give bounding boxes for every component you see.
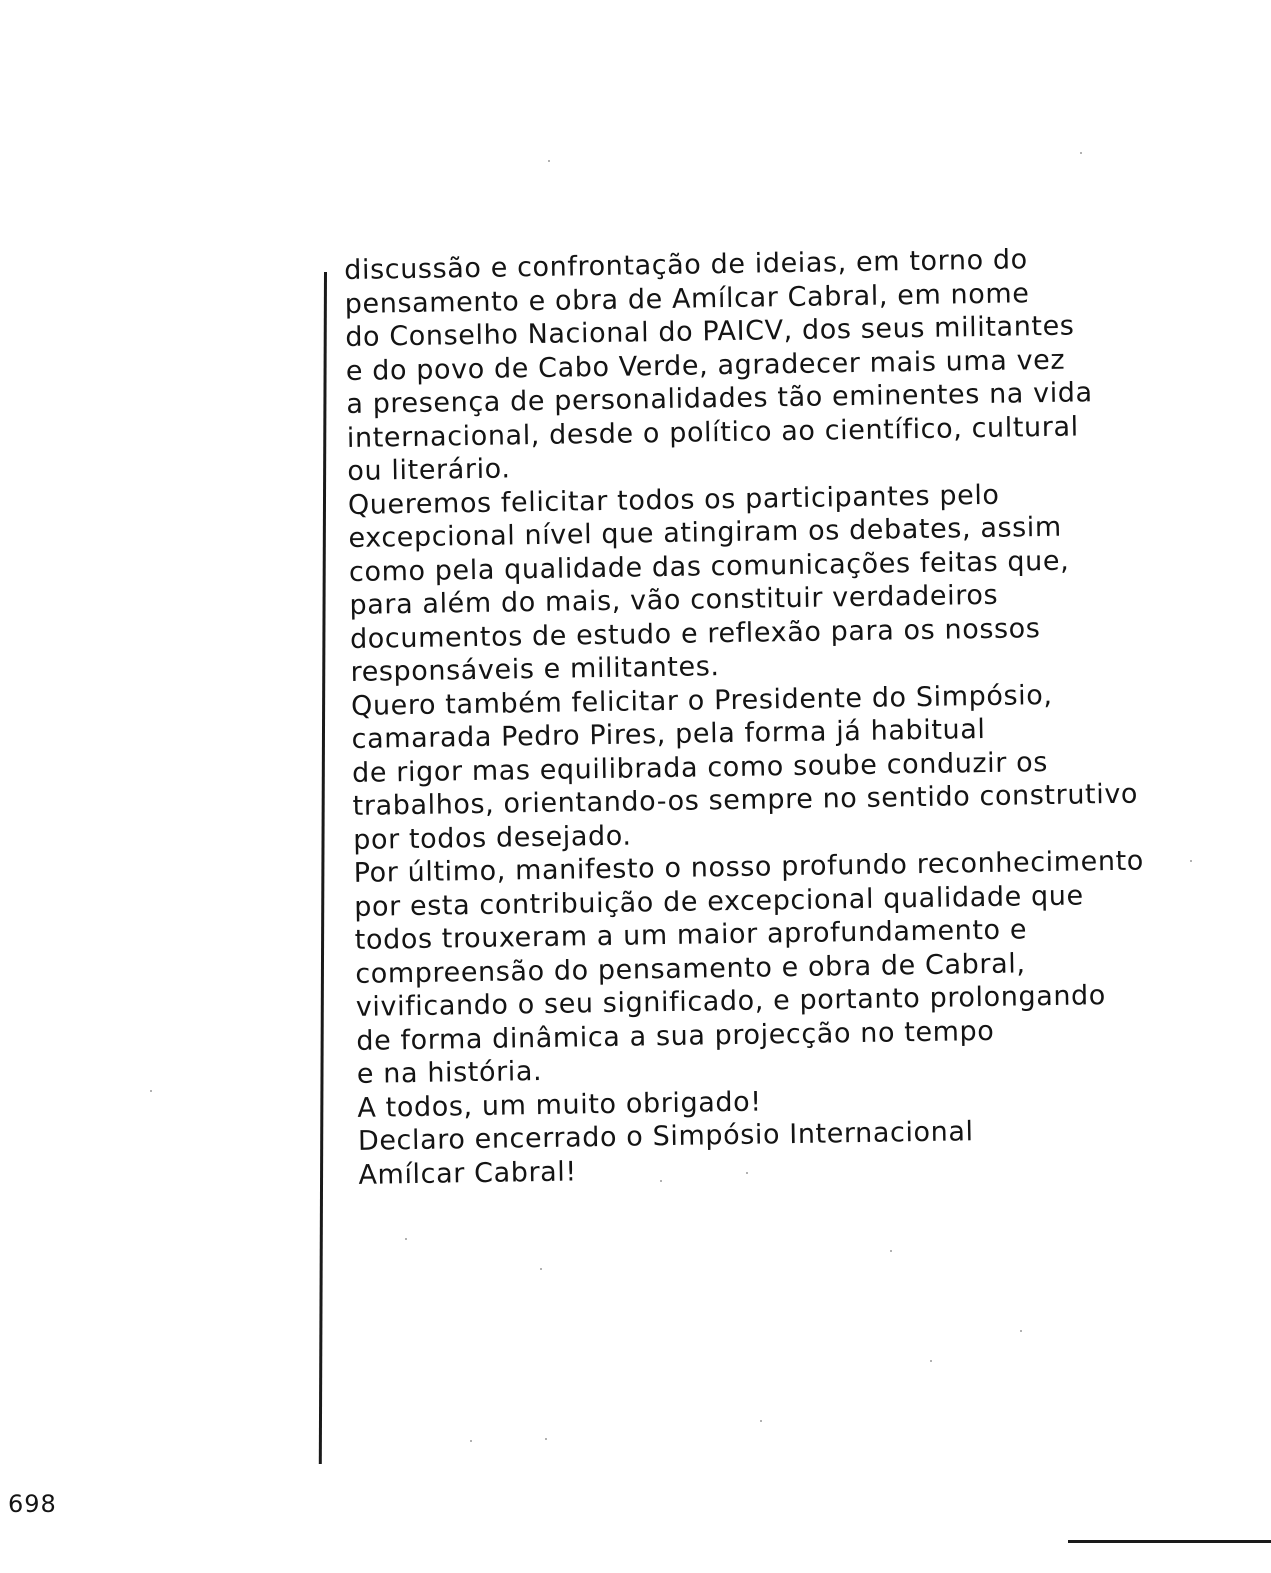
- text-line: camarada Pedro Pires, pela forma já habitual: [351, 713, 986, 755]
- left-margin-rule: [319, 272, 327, 1464]
- text-line: A todos, um muito obrigado!: [357, 1086, 762, 1124]
- text-line: Amílcar Cabral!: [358, 1155, 578, 1191]
- text-line: Por último, manifesto o nosso profundo reconhecimento: [353, 845, 1145, 889]
- text-line: vivificando o seu significado, e portanto prolongando: [355, 980, 1107, 1023]
- text-line: por esta contribuição de excepcional qualidade que: [354, 879, 1084, 923]
- scan-speck: [1020, 1330, 1022, 1332]
- text-line: como pela qualidade das comunicações feitas que,: [348, 545, 1070, 588]
- scan-speck: [760, 1420, 762, 1422]
- scan-speck: [746, 1172, 748, 1174]
- text-line: de rigor mas equilibrada como soube conduzir os: [351, 746, 1049, 789]
- text-line: a presença de personalidades tão eminentes na vida: [346, 377, 1093, 420]
- scan-speck: [1080, 152, 1082, 154]
- text-line: trabalhos, orientando-os sempre no sentido construtivo: [352, 778, 1139, 822]
- page-number: 698: [8, 1490, 57, 1518]
- scan-speck: [1190, 860, 1192, 862]
- scan-speck: [660, 1180, 662, 1182]
- scan-speck: [150, 1090, 152, 1092]
- text-line: Declaro encerrado o Simpósio Internacional: [357, 1116, 974, 1157]
- text-line: excepcional nível que atingiram os debates, assim: [348, 511, 1063, 554]
- text-line: discussão e confrontação de ideias, em torno do: [344, 244, 1028, 286]
- scan-speck: [540, 1268, 542, 1270]
- text-line: por todos desejado.: [352, 820, 632, 856]
- text-line: pensamento e obra de Amílcar Cabral, em nome: [344, 277, 1030, 320]
- scan-speck: [545, 1438, 547, 1440]
- text-line: compreensão do pensamento e obra de Cabral,: [355, 947, 1026, 990]
- text-line: responsáveis e militantes.: [350, 651, 720, 688]
- text-line: Quero também felicitar o Presidente do Simpósio,: [350, 679, 1053, 722]
- scan-speck: [890, 1250, 892, 1252]
- text-line: ou literário.: [347, 453, 511, 487]
- text-line: documentos de estudo e reflexão para os nossos: [349, 612, 1041, 655]
- text-line: do Conselho Nacional do PAICV, dos seus militantes: [345, 310, 1075, 353]
- scan-speck: [930, 1360, 932, 1362]
- scan-speck: [470, 1440, 472, 1442]
- scan-speck: [548, 160, 550, 162]
- text-line: para além do mais, vão constituir verdadeiros: [349, 579, 999, 621]
- text-line: e do povo de Cabo Verde, agradecer mais uma vez: [345, 344, 1066, 387]
- text-line: internacional, desde o político ao científico, cultural: [346, 410, 1079, 454]
- text-line: de forma dinâmica a sua projecção no tempo: [356, 1015, 995, 1057]
- text-line: e na história.: [356, 1055, 543, 1090]
- scan-speck: [405, 1238, 407, 1240]
- text-line: todos trouxeram a um maior aprofundamento e: [354, 914, 1028, 956]
- text-line: Queremos felicitar todos os participantes pelo: [347, 479, 1000, 521]
- speech-text-block: [344, 240, 1239, 1192]
- footer-rule: [1068, 1540, 1271, 1543]
